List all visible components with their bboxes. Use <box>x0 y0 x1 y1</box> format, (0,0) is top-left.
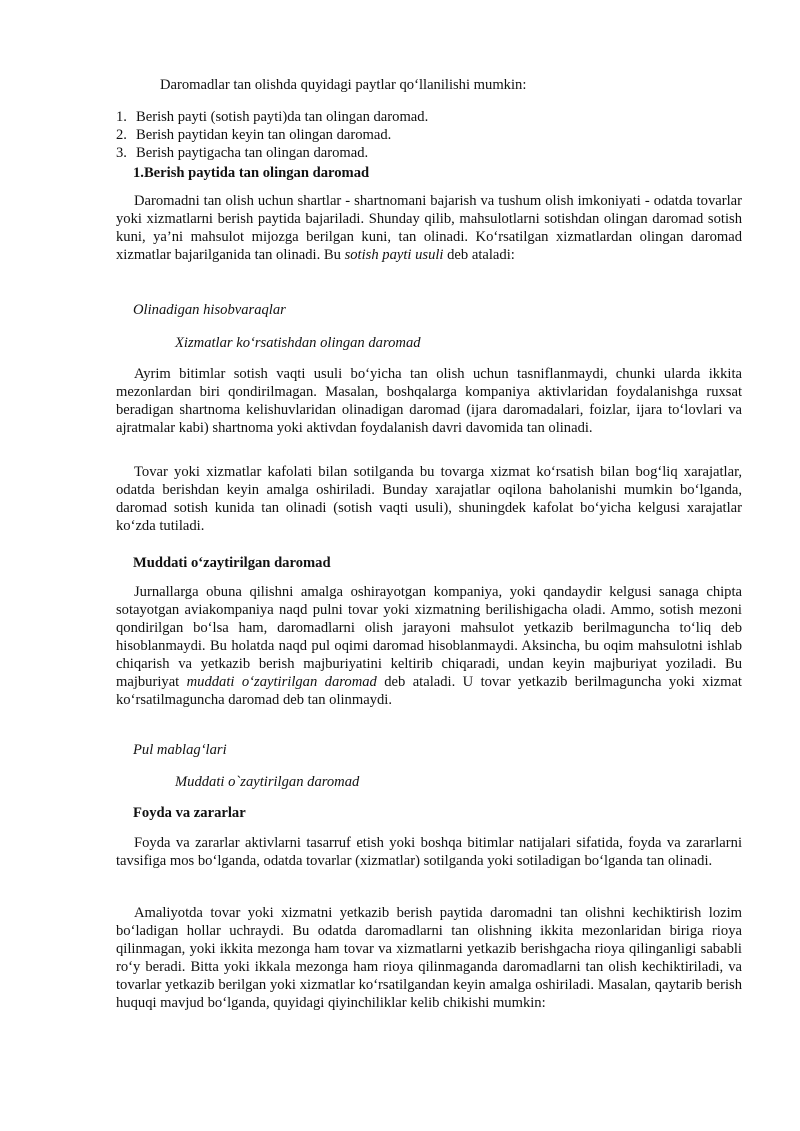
entry-2-debit: Pul mablag‘lari <box>133 742 227 758</box>
paragraph-1-tail: deb ataladi: <box>443 247 515 263</box>
list-item-text: Berish payti (sotish payti)da tan olingan daromad. <box>136 109 429 125</box>
paragraph-2: Ayrim bitimlar sotish vaqti usuli bo‘yicha tan olish uchun tasniflanmaydi, chunki ularda ikkita mezonlardan biri qondirilmagan. Masalan, boshqalarga kompaniya aktivlaridan foydalanishga ruxsat beradigan shartnoma kelishuvlaridan olinadigan daromad (ijara daromadalari, foizlar, ijara to‘lovlari va ajratmalar kabi) shartnoma yoki aktivdan foydalanish davri davomida tan olinadi. <box>116 366 742 436</box>
section-heading-2: Muddati o‘zaytirilgan daromad <box>133 555 331 571</box>
recognition-list <box>116 108 742 162</box>
paragraph-4-tail: deb ataladi. U tovar yetkazib berilmaguncha yoki xizmat ko‘rsatilmaguncha daromad deb tan olinmaydi. <box>116 674 742 708</box>
paragraph-5: Foyda va zararlar aktivlarni tasarruf etish yoki boshqa bitimlar natijalari sifatida, foyda va zararlarni tavsifiga mos bo‘lganda, odatda tovarlar (xizmatlar) sotilganda yoki sotiladigan bo‘lganda tan olinadi. <box>116 835 742 869</box>
paragraph-3: Tovar yoki xizmatlar kafolati bilan sotilganda bu tovarga xizmat ko‘rsatish bilan bog‘liq xarajatlar, odatda berishdan keyin amalga oshiriladi. Bunday xarajatlar oqilona baholanishi mumkin bo‘lganda, daromad sotish kunida tan olinadi (sotish vaqti usuli), shuningdek kafolat bo‘yicha kelgusi xarajatlar ko‘zda tutiladi. <box>116 464 742 534</box>
term-muddati-ozaytirilgan-daromad: muddati o‘zaytirilgan daromad <box>186 674 377 690</box>
intro-text: Daromadlar tan olishda quyidagi paytlar qo‘llanilishi mumkin: <box>160 77 527 93</box>
term-sotish-payti-usuli: sotish payti usuli <box>344 247 444 263</box>
list-item <box>116 126 742 144</box>
list-item <box>116 108 742 126</box>
section-heading-3: Foyda va zararlar <box>133 805 246 821</box>
list-item-text: Berish paytigacha tan olingan daromad. <box>136 145 369 161</box>
paragraph-6: Amaliyotda tovar yoki xizmatni yetkazib berish paytida daromadni tan olishni kechiktirish lozim bo‘ladigan hollar uchraydi. Bu odatda daromadlarni tan olishning ikkita mezonlaridan biriga rioya qilinmagan, yoki ikkita mezonga ham tovar va xizmatlarni yetkazib berishgacha rioya qilinganligi sababli ro‘y beradi. Bitta yoki ikkala mezonga ham rioya qilinmaganda daromadlarni tan olish kechiktiriladi, va tovarlar yetkazib berilgan yoki xizmatlar ko‘rsatilgandan keyin amalga oshiriladi. Masalan, qaytarib berish huquqi mavjud bo‘lganda, quyidagi qiyinchiliklar kelib chikishi mumkin: <box>116 905 742 1011</box>
paragraph-4 <box>116 583 742 709</box>
entry-1-credit: Xizmatlar ko‘rsatishdan olingan daromad <box>175 335 421 351</box>
paragraph-1 <box>116 192 742 264</box>
list-number: 2. <box>116 127 127 143</box>
section-heading-1: 1.Berish paytida tan olingan daromad <box>133 165 370 181</box>
list-item-text: Berish paytidan keyin tan olingan daromad. <box>136 127 392 143</box>
entry-1-debit: Olinadigan hisobvaraqlar <box>133 302 286 318</box>
paragraph-4-text: Jurnallarga obuna qilishni amalga oshirayotgan kompaniya, yoki qandaydir kelgusi sanaga chipta sotayotgan aviakompaniya naqd pulni tovar yoki xizmatning berilishigacha oladi. Ammo, sotish mezoni qondirilgan bo‘lsa ham, daromadlarni olish jarayoni mahsulot yetkazib berilmaguncha to‘liq deb hisoblanmaydi. Bu holatda naqd pul oqimi daromad hisoblanmaydi. Aksincha, bu oqim mahsulotni ishlab chiqarish va yetkazib berish majburiyatini keltirib chiqaradi, undan keyin majburiyat yoziladi. Bu majburiyat <box>116 584 742 690</box>
list-item <box>116 144 742 162</box>
paragraph-1-text: Daromadni tan olish uchun shartlar - shartnomani bajarish va tushum olish imkoniyati - odatda tovarlar yoki xizmatlarni berish paytida bajariladi. Shunday qilib, mahsulotlarni sotishdan olingan daromad sotish kuni, ya’ni mahsulot mijozga berilgan kuni, tan olinadi. Ko‘rsatilgan xizmatlardan olingan daromad xizmatlar bajarilganida tan olinadi. Bu <box>116 193 742 263</box>
entry-2-credit: Muddati o`zaytirilgan daromad <box>175 774 360 790</box>
list-number: 3. <box>116 145 127 161</box>
list-number: 1. <box>116 109 127 125</box>
